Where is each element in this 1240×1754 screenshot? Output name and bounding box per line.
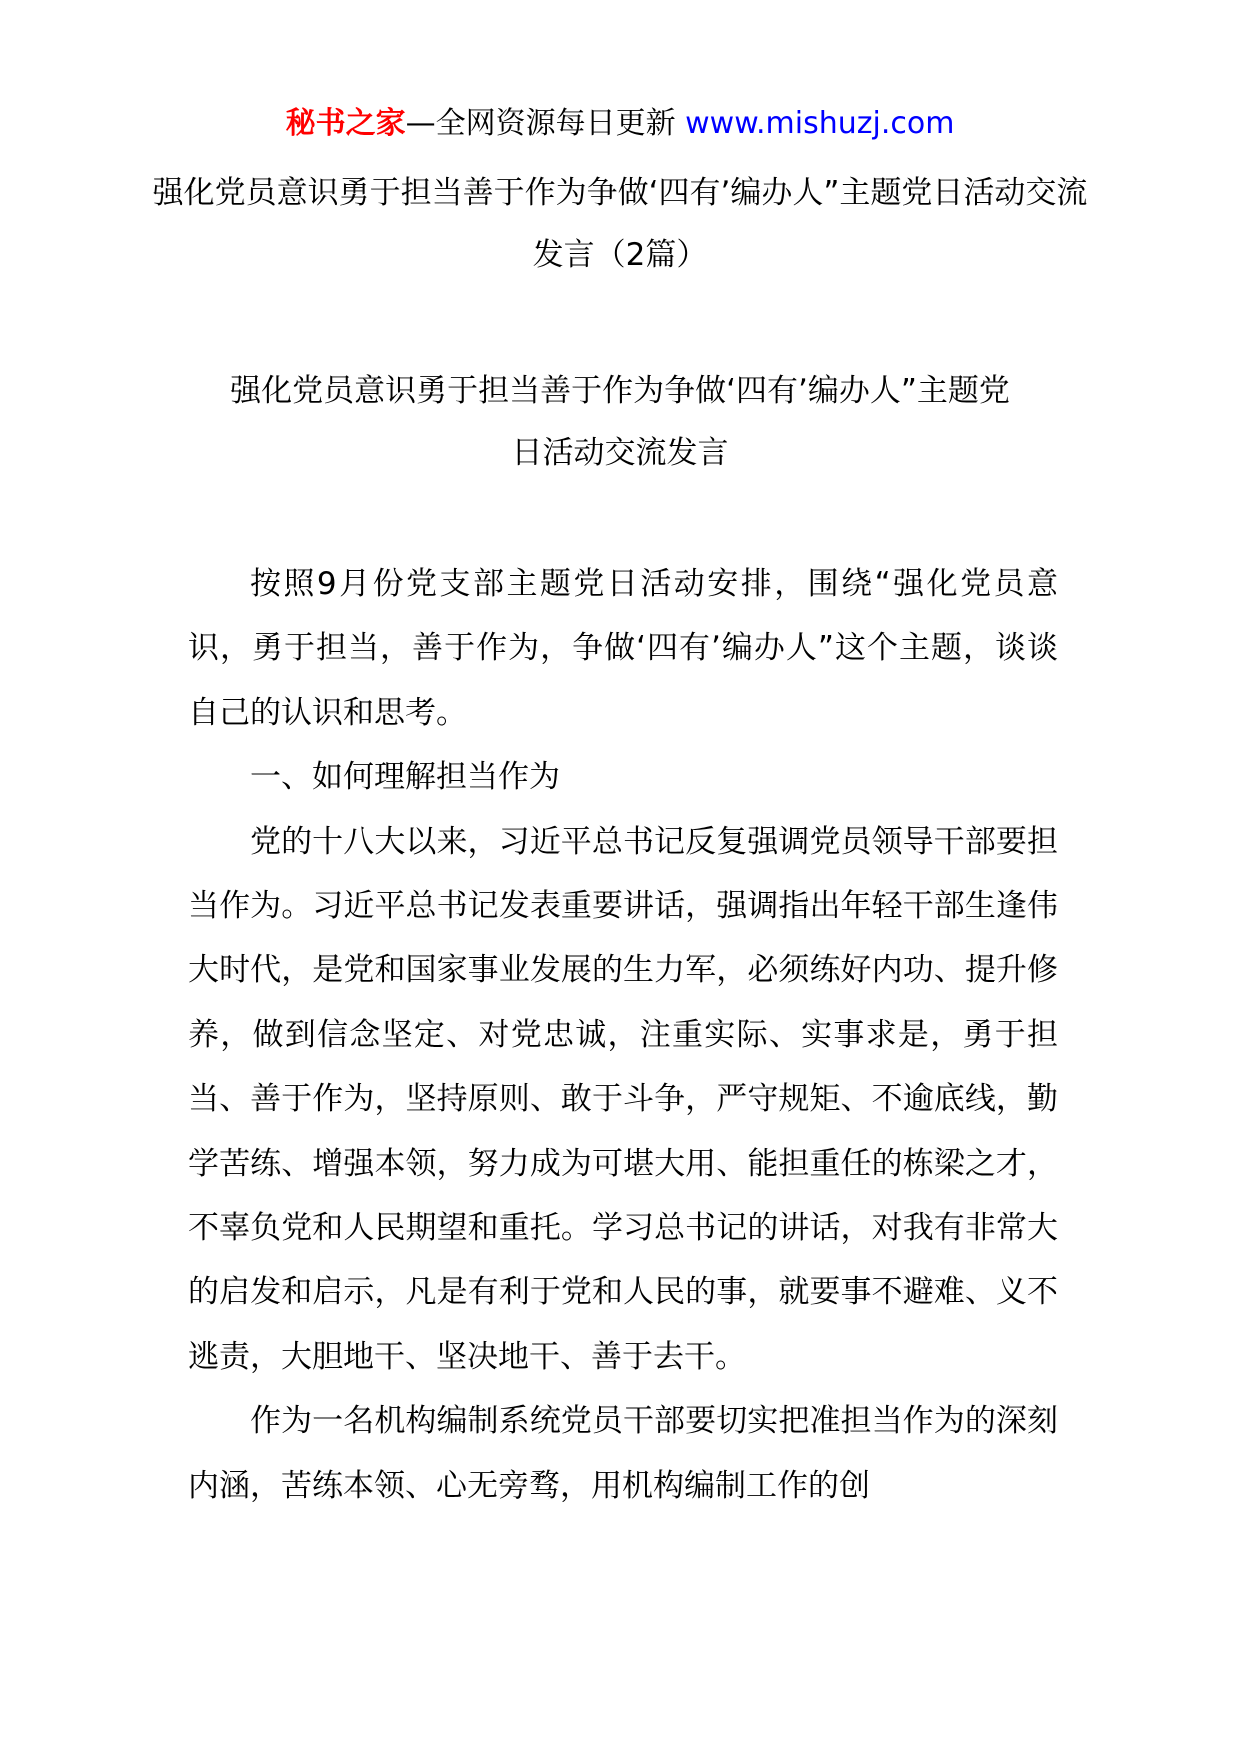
section-heading: 一、如何理解担当作为 [250, 759, 560, 796]
site-url-link[interactable]: www.mishuzj.com [685, 106, 955, 141]
site-tagline: —全网资源每日更新 [405, 106, 686, 141]
site-header [0, 100, 1240, 148]
document-title: 强化党员意识勇于担当善于作为争做‘四有’编办人”主题党日活动交流发言（2篇） [152, 175, 1088, 273]
paragraph: 党的十八大以来，习近平总书记反复强调党员领导干部要担当作为。习近平总书记发表重要讲话，强调指出年轻干部生逢伟大时代，是党和国家事业发展的生力军，必须练好内功、提升修养，做到信念坚定、对党忠诚，注重实际、实事求是，勇于担当、善于作为，坚持原则、敢于斗争，严守规矩、不逾底线，勤学苦练、增强本领，努力成为可堪大用、能担重任的栋梁之才，不辜负党和人民期望和重托。学习总书记的讲话，对我有非常大的启发和启示，凡是有利于党和人民的事，就要事不避难、义不逃责，大胆地干、坚决地干、善于去干。 [188, 823, 1058, 1375]
article-title: 强化党员意识勇于担当善于作为争做‘四有’编办人”主题党日活动交流发言 [230, 373, 1010, 471]
article-body [188, 552, 1058, 1518]
paragraph: 作为一名机构编制系统党员干部要切实把准担当作为的深刻内涵，苦练本领、心无旁骛，用机构编制工作的创 [188, 1403, 1058, 1504]
paragraph-intro: 按照9月份党支部主题党日活动安排，围绕“强化党员意识，勇于担当，善于作为，争做‘四有’编办人”这个主题，谈谈自己的认识和思考。 [188, 566, 1058, 731]
site-brand: 秘书之家 [285, 106, 406, 141]
